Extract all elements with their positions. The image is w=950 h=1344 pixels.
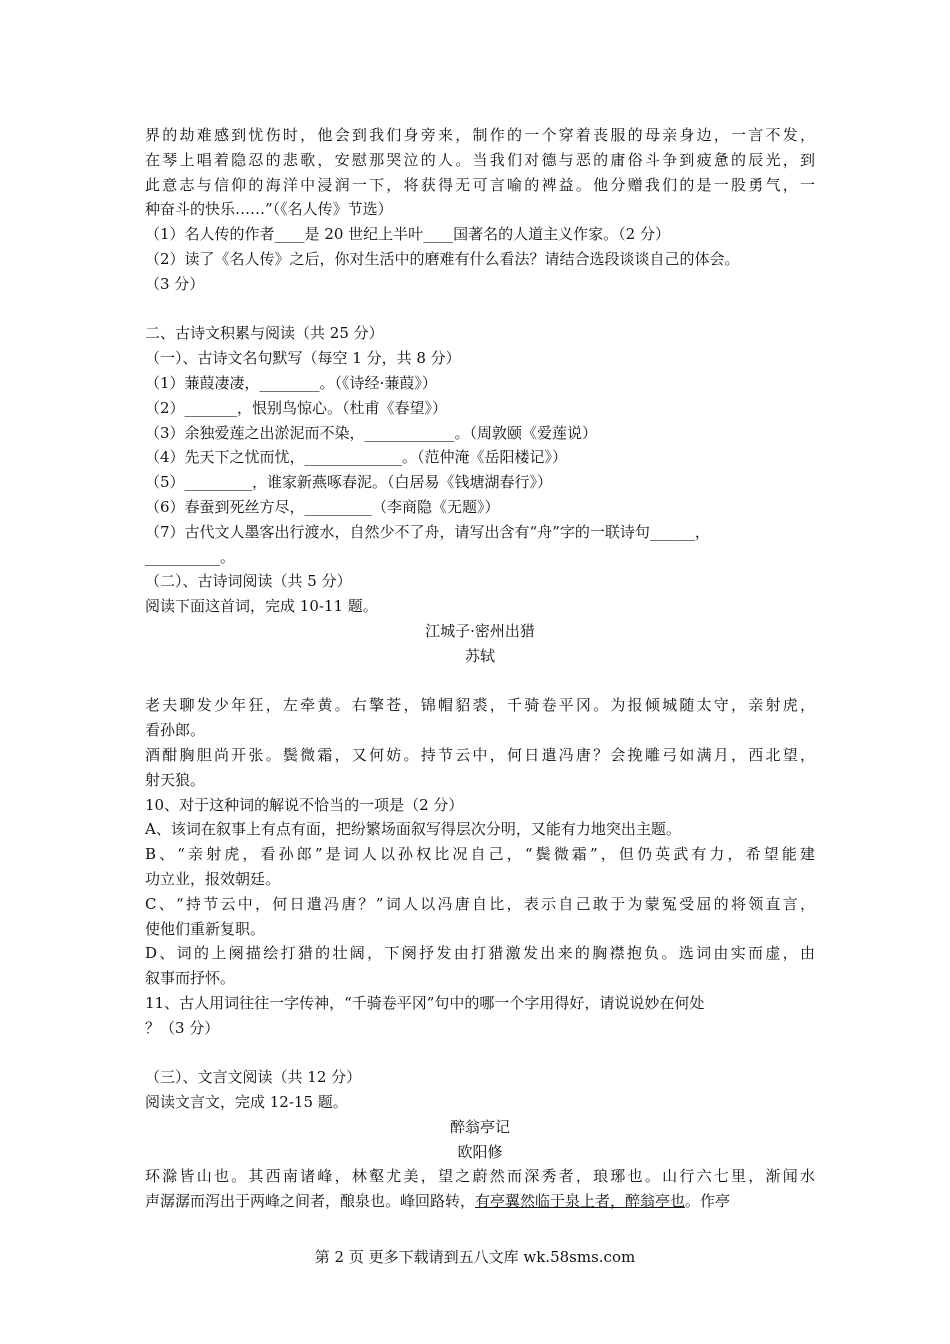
question-11: 11、古人用词往往一字传神，“千骑卷平冈”句中的哪一个字用得好，请说说妙在何处 <box>145 993 705 1012</box>
fill-item: （5）_________，谁家新燕啄春泥。（白居易《钱塘湖春行》） <box>145 473 553 492</box>
instruction: 阅读文言文，完成 12-15 题。 <box>145 1093 348 1112</box>
option-c-cont: 使他们重新复职。 <box>145 919 266 938</box>
question-11-score: ？（3 分） <box>145 1018 220 1037</box>
option-b: B、“亲射虎，看孙郎”是词人以孙权比况自己，“鬓微霜”，但仍英武有力，希望能建 <box>145 845 815 864</box>
poem-line: 射天狼。 <box>145 770 206 789</box>
poem-title: 江城子·密州出猎 <box>425 621 535 640</box>
question-1: （1）名人传的作者____是 20 世纪上半叶____国著名的人道主义作家。（2 分） <box>145 225 670 244</box>
instruction: 阅读下面这首词，完成 10-11 题。 <box>145 597 378 616</box>
document-body <box>145 123 815 1214</box>
prose-title: 醉翁亭记 <box>449 1117 510 1136</box>
answer-blank: _____________ <box>304 448 403 467</box>
option-b-cont: 功立业，报效朝廷。 <box>145 869 281 888</box>
subsection-title: （三）、文言文阅读（共 12 分） <box>145 1068 362 1087</box>
fill-item: （3）余独爱莲之出淤泥而不染，____________。（周敦颐《爱莲说） <box>145 423 598 442</box>
underlined-sentence: 有亭翼然临于泉上者，醉翁亭也 <box>475 1192 686 1211</box>
page-footer: 第 2 页 更多下载请到五八文库 wk.58sms.com <box>314 1248 636 1266</box>
option-d-cont: 叙事而抒怀。 <box>145 969 236 988</box>
poem-line: 老夫聊发少年狂，左牵黄。右擎苍，锦帽貂裘，千骑卷平冈。为报倾城随太守，亲射虎， <box>145 696 815 715</box>
text-line: 此意志与信仰的海洋中浸润一下，将获得无可言喻的裨益。他分赠我们的是一股勇气，一 <box>145 175 815 194</box>
text-line: 界的劫难感到忧伤时，他会到我们身旁来，制作的一个穿着丧服的母亲身边，一言不发， <box>145 126 815 144</box>
prose-line: 环滁皆山也。其西南诸峰，林壑尤美，望之蔚然而深秀者，琅琊也。山行六七里，渐闻水 <box>145 1167 815 1186</box>
poem-line: 看孙郎。 <box>145 721 206 740</box>
fill-item: （2）_______，恨别鸟惊心。（杜甫《春望》） <box>145 398 448 417</box>
answer-blank: _______ <box>184 398 238 417</box>
subsection-title: （一）、古诗文名句默写（每空 1 分，共 8 分） <box>145 349 461 368</box>
poem-line: 酒酣胸胆尚开张。鬓微霜，又何妨。持节云中，何日遣冯唐？会挽雕弓如满月，西北望， <box>145 745 815 764</box>
answer-blank: ____ <box>423 225 454 244</box>
prose-line: 声潺潺而泻出于两峰之间者，酿泉也。峰回路转，有亭翼然临于泉上者，醉翁亭也。作亭 <box>145 1192 731 1211</box>
section-title: 二、古诗文积累与阅读（共 25 分） <box>145 324 384 343</box>
answer-blank: __________。 <box>145 547 236 566</box>
fill-item: （7）古代文人墨客出行渡水，自然少不了舟，请写出含有“舟”字的一联诗句______， <box>145 522 710 541</box>
question-2-score: （3 分） <box>145 274 205 293</box>
question-10: 10、对于这种词的解说不恰当的一项是（2 分） <box>145 795 464 814</box>
option-a: A、该词在叙事上有点有面，把纷繁场面叙写得层次分明，又能有力地突出主题。 <box>145 820 681 839</box>
fill-item: （1）蒹葭凄凄，________。（《诗经·蒹葭》） <box>145 373 437 392</box>
question-2: （2）读了《名人传》之后，你对生活中的磨难有什么看法？请结合选段谈谈自己的体会。 <box>145 249 740 268</box>
answer-blank: _________ <box>304 497 373 516</box>
answer-blank: ________ <box>259 373 320 392</box>
fill-item: （4）先天下之忧而忧，_____________。（范仲淹《岳阳楼记》） <box>145 448 568 467</box>
option-c: C、“持节云中，何日遣冯唐？”词人以冯唐自比，表示自己敢于为蒙冤受屈的将领直言， <box>145 894 815 913</box>
fill-item: （6）春蚕到死丝方尽，_________（李商隐《无题》） <box>145 497 500 516</box>
subsection-title: （二）、古诗词阅读（共 5 分） <box>145 572 352 591</box>
answer-blank: ____________ <box>364 423 455 442</box>
text-line: 在琴上唱着隐忍的悲歌，安慰那哭泣的人。当我们对德与恶的庸俗斗争到疲惫的辰光，到 <box>145 150 815 169</box>
prose-author: 欧阳修 <box>457 1142 503 1161</box>
answer-blank: ____ <box>274 225 305 244</box>
answer-blank: _________ <box>184 473 253 492</box>
poem-author: 苏轼 <box>464 646 495 665</box>
option-d: D、词的上阕描绘打猎的壮阔，下阕抒发由打猎激发出来的胸襟抱负。选词由实而虚，由 <box>145 944 815 963</box>
text-line: 种奋斗的快乐……”（《名人传》节选） <box>145 200 393 219</box>
answer-blank: ______， <box>649 522 710 541</box>
